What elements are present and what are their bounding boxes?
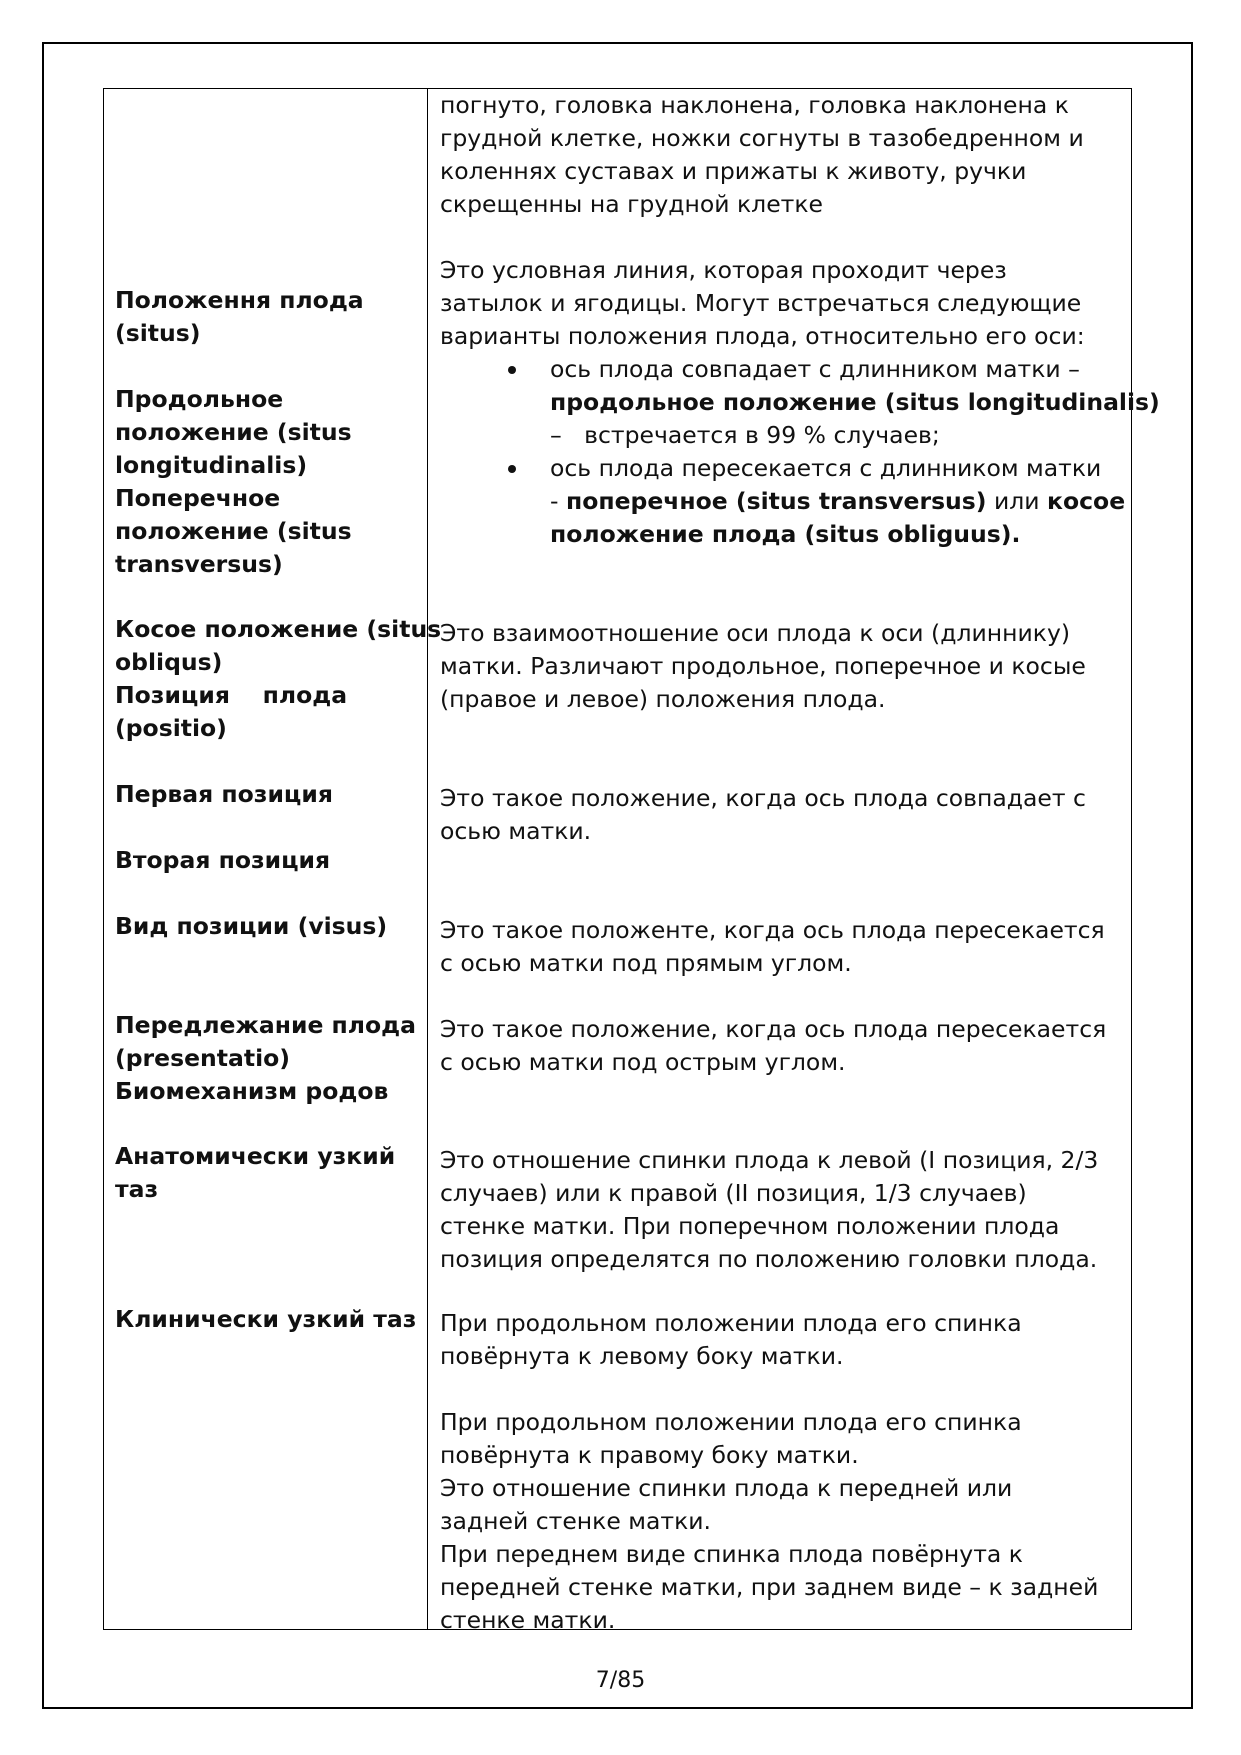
term-situs: Положення плода (situs) xyxy=(115,286,364,347)
term-visus: Вид позиции (visus) xyxy=(115,912,388,940)
definition-situs: Это взаимоотношение оси плода к оси (длиннику) матки. Различают продольное, поперечное и косые (правое и левое) положения плода. xyxy=(440,619,1086,713)
definition-position: Это отношение спинки плода к левой (I позиция, 2/3 случаев) или к правой (II позиция, 1/3 случаев) стенке матки. При поперечном положении плода позиция определятся по положению головки плода. xyxy=(440,1146,1099,1273)
definition-fetal-axis: Это условная линия, которая проходит через затылок и ягодицы. Могут встречаться следующие варианты положения плода, относительно его оси: xyxy=(440,256,1085,350)
definition-continuation: погнуто, головка наклонена, головка наклонена к грудной клетке, ножки согнуты в тазобедренном и коленнях суставах и прижаты к животу, ручки скрещенны на грудной клетке xyxy=(440,91,1084,218)
term-oblique-position: Косое положение (situs obliqus) Позиция плода (positio) xyxy=(115,615,442,742)
term-presentatio: Передлежание плода (presentatio) Биомеханизм родов xyxy=(115,1011,416,1105)
list-item: ось плода пересекается с длинником матки - поперечное (situs transversus) или косое положение плода (situs obliguus). xyxy=(508,452,1128,551)
definition-oblique: Это такое положение, когда ось плода пересекается с осью матки под острым углом. xyxy=(440,1015,1107,1076)
page-number: 7/85 xyxy=(595,1668,646,1693)
bullet-icon xyxy=(508,465,516,473)
term-second-position: Вторая позиция xyxy=(115,846,331,874)
term-clinically-narrow-pelvis: Клинически узкий таз xyxy=(115,1305,417,1333)
list-item: ось плода совпадает с длинником матки – продольное положение (situs longitudinalis) – встречается в 99 % случаев; xyxy=(508,353,1128,452)
term-first-position: Первая позиция xyxy=(115,780,333,808)
definition-second-position-and-visus: При продольном положении плода его спинка повёрнута к правому боку матки. Это отношение спинки плода к передней или задней стенке матки. При переднем виде спинка плода повёрнута к передней стенке матки, при заднем виде – к задней стенке матки. xyxy=(440,1408,1099,1634)
term-longitudinal-transverse: Продольное положение (situs longitudinalis) Поперечное положение (situs transversus) xyxy=(115,385,352,578)
bullet-icon xyxy=(508,366,516,374)
term-anatomically-narrow-pelvis: Анатомически узкий таз xyxy=(115,1142,396,1203)
position-variants-list xyxy=(508,353,1160,551)
definition-transverse: Это такое положенте, когда ось плода пересекается с осью матки под прямым углом. xyxy=(440,916,1105,977)
definition-longitudinal: Это такое положение, когда ось плода совпадает с осью матки. xyxy=(440,784,1086,845)
definition-first-position: При продольном положении плода его спинка повёрнута к левому боку матки. xyxy=(440,1309,1022,1370)
